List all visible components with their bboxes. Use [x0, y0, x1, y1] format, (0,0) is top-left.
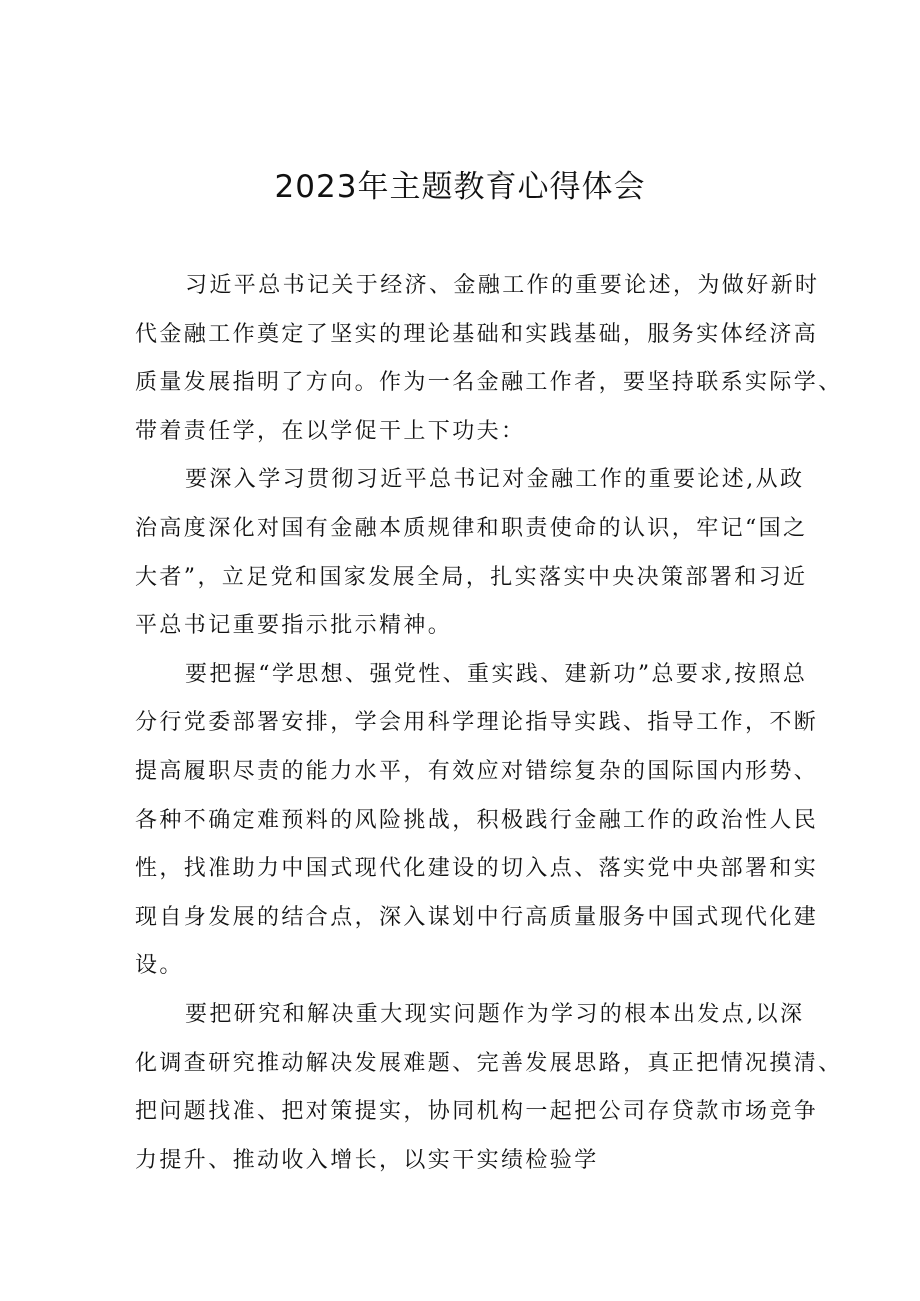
document-title: 2023年主题教育心得体会	[274, 169, 646, 205]
text-line: 带着责任学，在以学促干上下功夫：	[135, 418, 526, 444]
text-line: 把问题找准、把对策提实，协同机构一起把公司存贷款市场竞争	[135, 1099, 819, 1125]
text-line: 质量发展指明了方向。作为一名金融工作者，要坚持联系实际学、	[135, 370, 843, 396]
paragraph-4	[135, 991, 843, 1185]
text-line: 设。	[135, 953, 184, 979]
text-line: 分行党委部署安排，学会用科学理论指导实践、指导工作，不断	[135, 710, 819, 736]
text-line: 平总书记重要指示批示精神。	[135, 613, 453, 639]
text-line: 要把握“学思想、强党性、重实践、建新功”总要求,按照总	[185, 661, 808, 687]
text-line: 各种不确定难预料的风险挑战，积极践行金融工作的政治性人民	[135, 807, 819, 833]
text-line: 治高度深化对国有金融本质规律和职责使命的认识，牢记“国之	[135, 515, 808, 541]
text-line: 要把研究和解决重大现实问题作为学习的根本出发点,以深	[185, 1001, 805, 1027]
text-line: 习近平总书记关于经济、金融工作的重要论述，为做好新时	[185, 273, 820, 298]
text-line: 大者”，立足党和国家发展全局，扎实落实中央决策部署和习近	[135, 564, 808, 590]
text-line: 提高履职尽责的能力水平，有效应对错综复杂的国际国内形势、	[135, 758, 819, 784]
paragraph-3	[135, 651, 819, 991]
document-body	[135, 262, 843, 1185]
paragraph-1	[135, 262, 843, 456]
text-line: 化调查研究推动解决发展难题、完善发展思路，真正把情况摸清、	[135, 1050, 843, 1076]
text-line: 代金融工作奠定了坚实的理论基础和实践基础，服务实体经济高	[135, 321, 819, 347]
text-line: 要深入学习贯彻习近平总书记对金融工作的重要论述,从政	[185, 467, 805, 493]
paragraph-2	[135, 456, 815, 650]
text-line: 性，找准助力中国式现代化建设的切入点、落实党中央部署和实	[135, 856, 819, 882]
text-line: 力提升、推动收入增长，以实干实绩检验学	[135, 1147, 599, 1173]
text-line: 现自身发展的结合点，深入谋划中行高质量服务中国式现代化建	[135, 904, 819, 930]
